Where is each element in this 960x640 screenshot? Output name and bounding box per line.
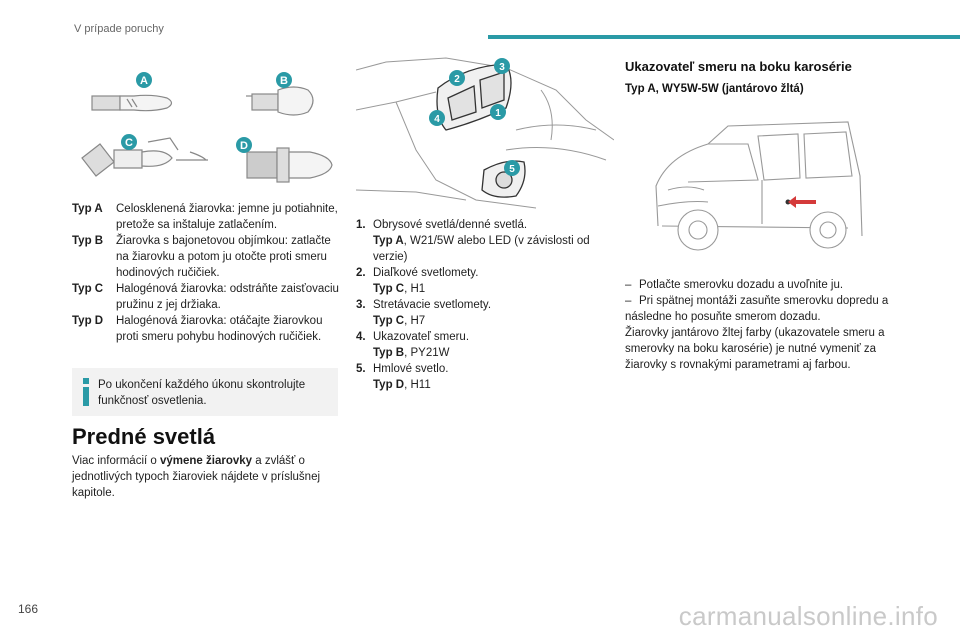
item-spec: , H11 <box>404 379 431 391</box>
info-note <box>72 368 338 416</box>
item-type: Typ A <box>373 235 404 247</box>
callout-2: 2 <box>454 74 460 85</box>
item-type: Typ D <box>373 379 405 391</box>
item-name: Stretávacie svetlomety. <box>373 299 492 311</box>
running-header: V prípade poruchy <box>74 23 164 35</box>
side-indicator-steps <box>625 277 915 373</box>
headlight-illustration <box>356 50 614 210</box>
bulb-def-d <box>72 313 342 345</box>
bulb-types-illustration <box>72 66 342 194</box>
header-accent-bar <box>488 35 960 39</box>
item-spec: , H7 <box>404 315 426 327</box>
step-text: Pri spätnej montáži zasuňte smerovku dopredu a následne ho posuňte smerom dozadu. <box>625 295 889 323</box>
intro-emphasis: výmene žiarovky <box>160 455 253 467</box>
bulb-label-a: A <box>140 75 148 87</box>
bulb-def-b <box>72 233 342 281</box>
item-name: Hmlové svetlo. <box>373 363 449 375</box>
bulb-def-text: Žiarovka s bajonetovou objímkou: zatlačte na žiarovku a potom ju otočte proti smeru hodinových ručičiek. <box>116 235 331 279</box>
item-name: Ukazovateľ smeru. <box>373 331 470 343</box>
item-number: 3. <box>356 299 366 311</box>
bulb-def-text: Celosklenená žiarovka: jemne ju potiahnite, pretože sa inštaluje zatlačením. <box>116 203 338 231</box>
bulb-c-icon <box>82 138 208 176</box>
watermark: carmanualsonline.info <box>678 601 938 631</box>
section-title: Predné svetlá <box>72 424 216 449</box>
item-spec: , PY21W <box>404 347 450 359</box>
page-number: 166 <box>18 602 39 616</box>
item-type: Typ C <box>373 315 405 327</box>
front-lights-list <box>356 217 612 393</box>
section-intro <box>72 453 344 501</box>
item-spec: , W21/5W alebo LED (v závislosti od verzie) <box>373 235 590 263</box>
item-type: Typ C <box>373 283 405 295</box>
list-item: – Potlačte smerovku dozadu a uvoľnite ju. <box>625 279 844 291</box>
side-indicator-subtitle: Typ A, WY5W-5W (jantárovo žltá) <box>625 83 804 95</box>
callout-1: 1 <box>495 108 501 119</box>
item-number: 4. <box>356 331 366 343</box>
callout-3: 3 <box>499 62 505 73</box>
intro-text: Viac informácií o <box>72 455 160 467</box>
list-item: – Pri spätnej montáži zasuňte smerovku dopredu a následne ho posuňte smerom dozadu. <box>625 295 889 323</box>
list-item <box>356 297 612 329</box>
bulb-def-a <box>72 201 342 233</box>
info-icon <box>80 377 92 407</box>
bulb-def-type: Typ D <box>72 315 104 327</box>
item-type: Typ B <box>373 347 405 359</box>
bulb-label-b: B <box>280 75 288 87</box>
bulb-def-c <box>72 281 342 313</box>
note-text: Po ukončení každého úkonu skontrolujte funkčnosť osvetlenia. <box>98 379 306 407</box>
item-spec: , H1 <box>404 283 426 295</box>
item-number: 2. <box>356 267 366 279</box>
bulb-label-d: D <box>240 140 248 152</box>
item-number: 1. <box>356 219 366 231</box>
item-name: Diaľkové svetlomety. <box>373 267 479 279</box>
bulb-b-icon <box>246 87 313 115</box>
bulb-a-icon <box>92 95 172 110</box>
bulb-def-type: Typ A <box>72 203 103 215</box>
closing-paragraph: Žiarovky jantárovo žltej farby (ukazovatele smeru a smerovky na boku karosérie) je nutné vymeniť za žiarovky s rovnakými parametrami aj farbou. <box>625 327 885 371</box>
bulb-d-icon <box>247 148 332 182</box>
bulb-def-type: Typ C <box>72 283 104 295</box>
callout-4: 4 <box>434 114 440 125</box>
item-name: Obrysové svetlá/denné svetlá. <box>373 219 528 231</box>
arrow-icon <box>786 196 817 208</box>
list-item <box>356 265 612 297</box>
callout-5: 5 <box>509 164 515 175</box>
step-text: Potlačte smerovku dozadu a uvoľnite ju. <box>639 279 844 291</box>
side-indicator-title: Ukazovateľ smeru na boku karosérie <box>625 59 852 74</box>
bulb-def-text: Halogénová žiarovka: otáčajte žiarovkou proti smeru pohybu hodinových ručičiek. <box>116 315 323 343</box>
list-item <box>356 329 612 361</box>
bulb-def-text: Halogénová žiarovka: odstráňte zaisťovaciu pružinu z jej držiaka. <box>116 283 339 311</box>
van-side-illustration <box>648 116 868 266</box>
intro-text-end: a zvlášť o jednotlivých typoch žiaroviek nájdete v príslušnej kapitole. <box>72 455 321 499</box>
list-item <box>356 217 612 265</box>
bulb-type-definitions <box>72 201 342 345</box>
bulb-def-type: Typ B <box>72 235 104 247</box>
bulb-label-c: C <box>125 137 133 149</box>
list-item <box>356 361 612 393</box>
item-number: 5. <box>356 363 366 375</box>
